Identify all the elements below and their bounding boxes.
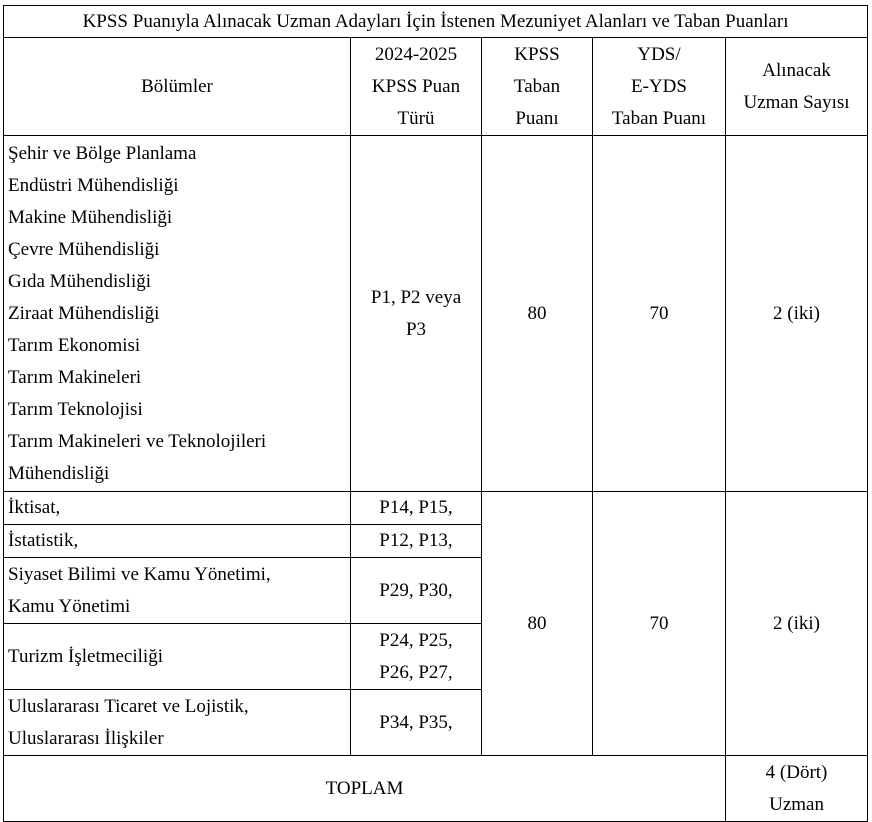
department-item: Tarım Makineleri ve Teknolojileri (8, 430, 267, 452)
group1-uzman-sayisi: 2 (iki) (726, 136, 868, 492)
department-item: Ziraat Mühendisliği (8, 302, 160, 324)
department-line: Siyaset Bilimi ve Kamu Yönetimi, (8, 563, 271, 585)
header-yds-taban (593, 38, 726, 136)
group1-yds-taban: 70 (593, 136, 726, 492)
group2-uzman-sayisi: 2 (iki) (726, 492, 868, 756)
department-item: Gıda Mühendisliği (8, 270, 152, 292)
department-line: Uluslararası Ticaret ve Lojistik, (8, 695, 249, 717)
puan-turu-line: P24, P25, (379, 629, 453, 651)
group2-puan-turu: P29, P30, (351, 558, 482, 624)
puan-turu-line: P26, P27, (379, 661, 453, 683)
group1-kpss-taban: 80 (482, 136, 593, 492)
total-value (726, 756, 868, 822)
group2-puan-turu: P14, P15, (351, 492, 482, 525)
total-value-line: Uzman (769, 793, 824, 815)
header-kpss-taban (482, 38, 593, 136)
puan-turu-line: P1, P2 veya (370, 286, 462, 308)
table-row (4, 492, 868, 525)
department-item: Şehir ve Bölge Planlama (8, 142, 197, 164)
header-yds-line: E-YDS (631, 75, 687, 97)
group2-department (4, 558, 351, 624)
header-puan-turu-line: Türü (397, 107, 435, 129)
department-item: Çevre Mühendisliği (8, 238, 160, 260)
header-kpss-line: Taban (513, 75, 561, 97)
group2-yds-taban: 70 (593, 492, 726, 756)
kpss-table (3, 5, 868, 822)
group1-puan-turu (351, 136, 482, 492)
title-row (4, 6, 868, 38)
header-uzman-sayisi (726, 38, 868, 136)
header-yds-line: YDS/ (637, 43, 681, 65)
header-kpss-line: Puanı (515, 107, 559, 129)
department-item: Mühendisliği (8, 462, 110, 484)
header-puan-turu (351, 38, 482, 136)
total-label: TOPLAM (4, 756, 726, 822)
header-row (4, 38, 868, 136)
group2-department: İktisat, (4, 492, 351, 525)
header-bolumler: Bölümler (4, 38, 351, 136)
header-kpss-line: KPSS (514, 43, 560, 65)
department-item: Endüstri Mühendisliği (8, 174, 179, 196)
department-line: Uluslararası İlişkiler (8, 727, 164, 749)
department-line: Kamu Yönetimi (8, 595, 131, 617)
group1-departments (4, 136, 351, 492)
header-yds-line: Taban Puanı (611, 107, 707, 129)
department-item: Tarım Teknolojisi (8, 398, 143, 420)
table-title: KPSS Puanıyla Alınacak Uzman Adayları İçin İstenen Mezuniyet Alanları ve Taban Puanları (4, 6, 868, 38)
group2-puan-turu (351, 624, 482, 690)
puan-turu-line: P3 (405, 318, 427, 340)
department-item: Tarım Ekonomisi (8, 334, 141, 356)
group2-kpss-taban: 80 (482, 492, 593, 756)
group2-puan-turu: P12, P13, (351, 525, 482, 558)
total-value-line: 4 (Dört) (765, 761, 828, 783)
header-uzman-line: Alınacak (762, 59, 831, 81)
group1-row (4, 136, 868, 492)
group2-puan-turu: P34, P35, (351, 690, 482, 756)
department-item: Makine Mühendisliği (8, 206, 173, 228)
total-row (4, 756, 868, 822)
header-puan-turu-line: KPSS Puan (371, 75, 461, 97)
group2-department (4, 690, 351, 756)
department-item: Tarım Makineleri (8, 366, 142, 388)
header-uzman-line: Uzman Sayısı (743, 91, 850, 113)
header-puan-turu-line: 2024-2025 (374, 43, 458, 65)
group2-department: Turizm İşletmeciliği (4, 624, 351, 690)
group2-department: İstatistik, (4, 525, 351, 558)
